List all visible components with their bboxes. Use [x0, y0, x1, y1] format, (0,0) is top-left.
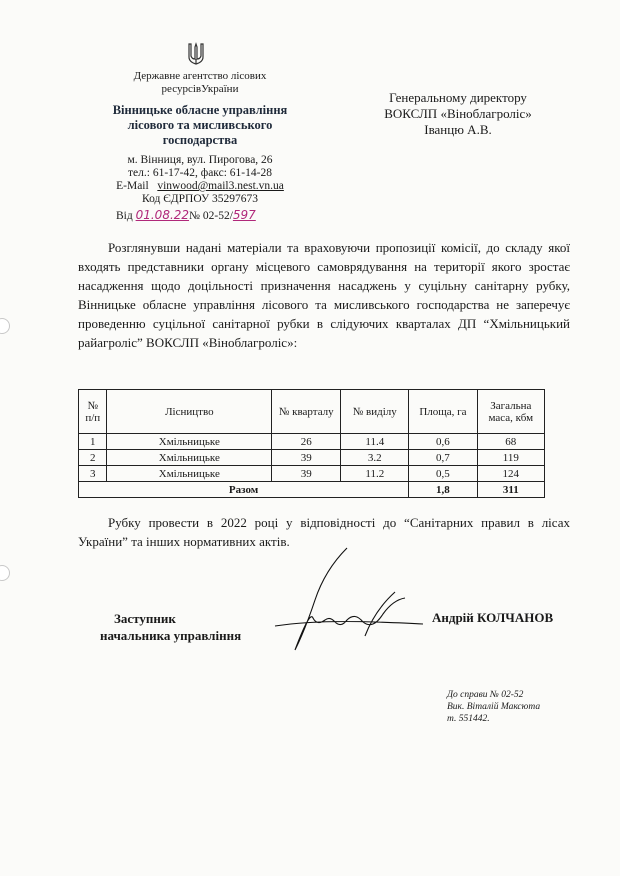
col-header-mass: Загальна маса, кбм	[477, 390, 544, 434]
hole-punch-bottom	[0, 565, 10, 581]
agency-name	[100, 70, 300, 96]
col-header-area: Площа, га	[409, 390, 477, 434]
table-cell: 3.2	[341, 450, 409, 466]
ref-number-prefix: № 02-52/	[189, 210, 233, 222]
table-cell: 39	[272, 450, 341, 466]
ref-date-handwritten: 01.08.22	[135, 208, 190, 222]
sender-edrpou: Код ЄДРПОУ 35297673	[141, 193, 259, 205]
total-area: 1,8	[409, 482, 477, 498]
table-total-row	[79, 482, 545, 498]
table-cell: 1	[79, 434, 107, 450]
signatory-title-line-1: Заступник	[114, 611, 176, 626]
col-header-forestry: Лісництво	[107, 390, 272, 434]
dept-line-1: Вінницьке обласне управління	[112, 103, 288, 117]
col-header-number: № п/п	[79, 390, 107, 434]
table-cell: 68	[477, 434, 544, 450]
total-label: Разом	[79, 482, 409, 498]
dept-line-3: господарства	[162, 133, 238, 147]
table-row	[79, 450, 545, 466]
outgoing-reference	[116, 208, 316, 222]
table-row	[79, 434, 545, 450]
recipient-block	[348, 90, 568, 138]
table-cell: 39	[272, 466, 341, 482]
recipient-line-3: Іванцю А.В.	[424, 122, 492, 137]
table-cell: 0,5	[409, 466, 477, 482]
file-note-line-2: Вик. Віталій Максюта	[447, 702, 541, 712]
file-note	[447, 689, 540, 725]
table-cell: 119	[477, 450, 544, 466]
body-paragraph-1: Розглянувши надані матеріали та враховуючи пропозиції комісії, до складу якої входять представники органу місцевого самоврядування на території якого зростає насадження щодо доцільності призначення насаджень у суцільну санітарну рубку, Вінницьке обласне управління лісового та мисливського господарства не заперечує проведенню суцільної санітарної рубки в слідуючих кварталах ДП “Хмільницький райагроліс” ВОКСЛП «Віноблагроліс»:	[78, 240, 570, 350]
signatory-name: Андрій КОЛЧАНОВ	[432, 610, 554, 625]
sender-email-line	[90, 180, 310, 193]
dept-line-2: лісового та мисливського	[127, 118, 273, 132]
total-mass: 311	[477, 482, 544, 498]
signatory-title	[100, 610, 241, 644]
trident-emblem-icon	[186, 42, 206, 66]
sender-address: м. Вінниця, вул. Пирогова, 26	[127, 154, 273, 166]
table-cell: 26	[272, 434, 341, 450]
handwritten-signature	[255, 540, 430, 660]
table-header-row	[79, 390, 545, 434]
table-cell: Хмільницьке	[107, 434, 272, 450]
table-cell: 0,7	[409, 450, 477, 466]
recipient-line-1: Генеральному директору	[389, 90, 527, 105]
col-header-quarter: № кварталу	[272, 390, 341, 434]
ref-number-handwritten: 597	[232, 208, 256, 222]
felling-table	[78, 389, 545, 498]
table-cell: 0,6	[409, 434, 477, 450]
table-cell: 11.2	[341, 466, 409, 482]
table-cell: 124	[477, 466, 544, 482]
agency-line-1: Державне агентство лісових	[133, 70, 267, 82]
file-note-line-3: т. 551442.	[447, 714, 490, 724]
file-note-line-1: До справи № 02-52	[447, 690, 524, 700]
sender-email[interactable]: vinwood@mail3.nest.vn.ua	[157, 180, 284, 192]
body-paragraph-2: Рубку провести в 2022 році у відповідності до “Санітарних правил в лісах України” та інших нормативних актів.	[78, 515, 570, 549]
signatory-title-line-2: начальника управління	[100, 628, 242, 643]
email-label: E-Mail	[116, 180, 149, 192]
table-cell: 11.4	[341, 434, 409, 450]
ref-from-label: Від	[116, 210, 133, 222]
col-header-section: № виділу	[341, 390, 409, 434]
table-cell: 2	[79, 450, 107, 466]
table-cell: Хмільницьке	[107, 466, 272, 482]
sender-contacts	[90, 154, 310, 206]
department-name	[100, 103, 300, 148]
table-cell: 3	[79, 466, 107, 482]
table-row	[79, 466, 545, 482]
recipient-line-2: ВОКСЛП «Віноблагроліс»	[384, 106, 532, 121]
hole-punch-top	[0, 318, 10, 334]
sender-phones: тел.: 61-17-42, факс: 61-14-28	[128, 167, 272, 179]
table-cell: Хмільницьке	[107, 450, 272, 466]
agency-line-2: ресурсівУкраїни	[161, 83, 239, 95]
